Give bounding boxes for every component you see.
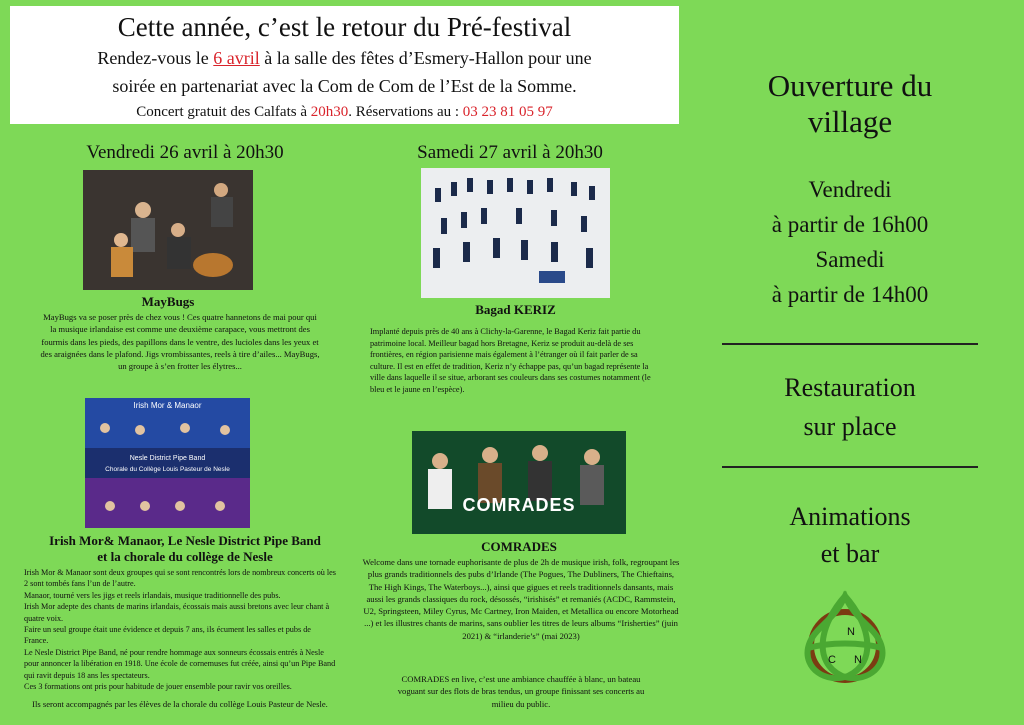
irish-mor-para-3: Irish Mor adepte des chants de marins irlandais, écossais mais aussi bretons avec leur chant à quatre voix.: [24, 602, 330, 623]
irish-mor-para-6: Ces 3 formations ont pris pour habitude de jouer ensemble pour ravir vos oreilles.: [24, 682, 292, 692]
time-saturday-hour: à partir de 14h00: [771, 282, 929, 307]
anim-line-2: et bar: [820, 539, 880, 568]
irish-mor-poster-image: [85, 398, 250, 528]
saturday-title: Samedi 27 avril à 20h30: [417, 142, 603, 163]
anim-line-1: Animations: [789, 502, 911, 531]
irish-mor-footer: Ils seront accompagnés par les élèves de la chorale du collège Louis Pasteur de Nesle.: [32, 699, 328, 709]
logo-letter-n-right: N: [854, 654, 862, 666]
maybugs-text: MayBugs va se poser près de chez vous ! Ces quatre hannetons de mai pour qui la musique irlandaise est comme une deuxième carapace, vous mettront des fourmis dans les pieds, des papillons dans le ventre, des lucioles dans les yeux et des araignées dans le plafond. Jigs vrombissantes, reels à tire d’ailes... MayBugs, un groupe à s’en frotter les élytres...: [40, 312, 320, 372]
keriz-name: Bagad KERIZ: [475, 302, 556, 317]
comrades-text: Welcome dans une tornade euphorisante de plus de 2h de musique irish, folk, regroupant les plus grands traditionnels des pubs d’Irlande (The Pogues, The Dubliners, The Chieftains, The High Kings, The Waterboys...), ainsi que gigues et reels traditionnels dansants, mais aussi les grands classiques du rock, désossés, “irishisés” et remaniés (ACDC, Rammstein, U2, Springsteen, Miley Cyrus, Mc Cartney, Iron Maiden, et Metallica ou encore Motorhead ...) et les illustres chants de marins, sans oublier les titres de leurs albums “Irisherties” (juin 2021) & “irlanderie’s” (mai 2023): [362, 557, 680, 641]
comrades-photo-image: [412, 431, 626, 534]
header-line-3a: Concert gratuit des Calfats à: [136, 104, 311, 120]
header-title: Cette année, c’est le retour du Pré-festival: [117, 12, 572, 42]
header-phone: 03 23 81 05 97: [462, 104, 553, 120]
maybugs-photo-image: [83, 170, 253, 290]
resto-line-2: sur place: [803, 412, 897, 441]
irish-mor-name-1: Irish Mor& Manaor, Le Nesle District Pipe Band: [49, 533, 321, 548]
poster-mid-label-2: Chorale du Collège Louis Pasteur de Nesle: [105, 466, 230, 473]
comrades-text-2: COMRADES en live, c’est une ambiance chauffée à blanc, un bateau voguant sur des flots de bras tendus, un groupe finissant ses concerts au milieu du public.: [397, 674, 645, 709]
header-line-1: [10, 48, 679, 69]
time-saturday-label: Samedi: [815, 247, 885, 272]
animations-block: [722, 498, 978, 572]
header-banner: [10, 6, 679, 124]
maybugs-name: MayBugs: [141, 294, 195, 309]
irish-mor-para-2: Manaor, tourné vers les jigs et reels irlandais, musique traditionnelle des pubs.: [24, 590, 281, 600]
header-date: 6 avril: [213, 48, 260, 68]
time-friday-label: Vendredi: [808, 177, 892, 202]
keriz-photo-image: [421, 168, 610, 298]
festival-logo: [790, 584, 900, 694]
comrades-name: COMRADES: [481, 539, 557, 554]
header-time: 20h30: [310, 104, 349, 120]
irish-mor-text: [24, 567, 336, 692]
village-title-line-2: village: [807, 104, 893, 139]
header-line-1b: à la salle des fêtes d’Esmery-Hallon pour une: [259, 48, 592, 68]
header-line-2: soirée en partenariat avec la Com de Com de l’Est de la Somme.: [112, 76, 577, 96]
divider-2: [722, 466, 978, 468]
village-opening-title: [722, 68, 978, 140]
poster-top-label: Irish Mor & Manaor: [133, 401, 202, 410]
irish-mor-para-1: Irish Mor & Manaor sont deux groupes qui se sont rencontrés lors de nombreux concerts où les 2 sont tombés fans l’un de l’autre.: [24, 568, 336, 589]
header-line-3b: . Réservations au :: [348, 104, 463, 120]
irish-mor-name-2: et la chorale du collège de Nesle: [97, 549, 273, 564]
maybugs-photo: [83, 170, 253, 290]
restauration-block: [722, 368, 978, 446]
header-line-3: [10, 104, 679, 121]
logo-letter-c: C: [828, 654, 836, 666]
divider-1: [722, 343, 978, 345]
logo-letter-n-top: N: [847, 626, 855, 638]
comrades-photo: [412, 431, 626, 534]
irish-mor-poster: [85, 398, 250, 528]
header-line-1a: Rendez-vous le: [97, 48, 214, 68]
resto-line-1: Restauration: [784, 373, 916, 402]
friday-title: Vendredi 26 avril à 20h30: [86, 142, 284, 163]
time-friday-hour: à partir de 16h00: [771, 212, 929, 237]
irish-mor-para-4: Faire un seul groupe était une évidence et depuis 7 ans, ils écument les salles et pubs de France.: [24, 625, 311, 646]
keriz-photo: [421, 168, 610, 298]
poster-mid-label-1: Nesle District Pipe Band: [129, 455, 206, 462]
opening-times: [722, 172, 978, 312]
irish-mor-para-5: Le Nesle District Pipe Band, né pour rendre hommage aux sonneurs écossais entrés à Nesle pour annoncer la libération en 1918. Une école de cornemuses fut créée, ainsi qu’un Pipe Band qui ravit depuis 18 ans les spectateurs.: [24, 647, 336, 680]
triquetra-logo-icon: [790, 584, 900, 694]
comrades-logo-text: COMRADES: [462, 495, 576, 515]
village-title-line-1: Ouverture du: [767, 68, 933, 103]
keriz-text: Implanté depuis près de 40 ans à Clichy-la-Garenne, le Bagad Keriz fait partie du patrimoine local. Meilleur bagad hors Bretagne, Keriz se produit au-delà de ses frontières, en région parisienne mais également à l’étranger où il fait parler de sa culture. Il est en effet de tradition, Keriz n’y échappe pas, qu’un bagad représente la ville dans laquelle il se situe, arborant ses couleurs dans ses costumes notamment (le bleu et le jaune en l’espèce).: [370, 327, 651, 394]
